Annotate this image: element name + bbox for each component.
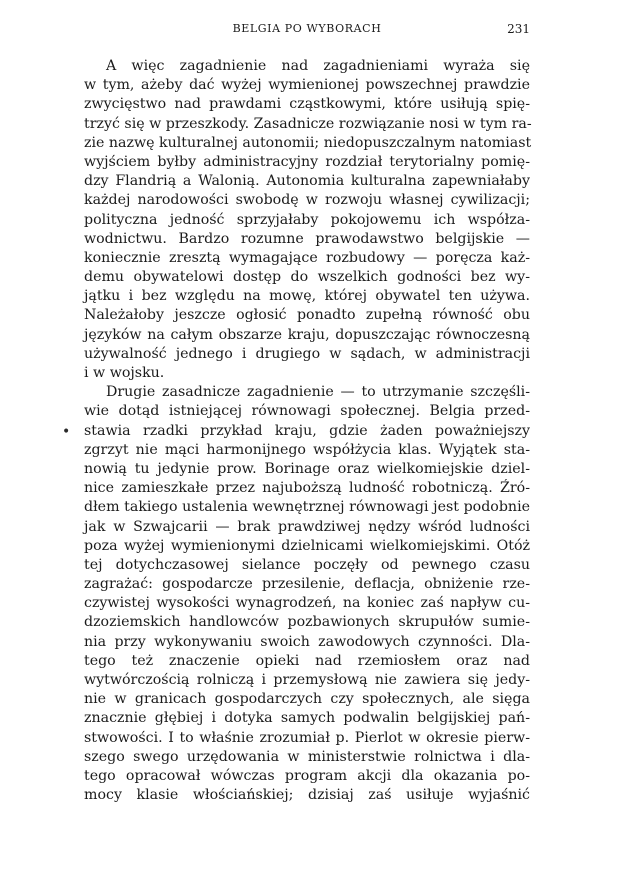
text-line-content: stawia rzadki przykład kraju, gdzie żaden poważniejszy: [84, 422, 530, 439]
text-line: koniecznie zresztą wymagające rozbudowy — poręcza każ-: [84, 249, 530, 266]
text-line: nice zamieszkałe przez najuboższą ludność robotniczą. Źró-: [84, 480, 530, 497]
running-title: BELGIA PO WYBORACH: [232, 22, 382, 35]
text-line: mocy klasie włościańskiej; dzisiaj zaś usiłuje wyjaśnić: [84, 787, 530, 804]
text-line: A więc zagadnienie nad zagadnieniami wyraża się: [106, 58, 530, 74]
text-line: wie dotąd istniejącej równowagi społecznej. Belgia przed-: [84, 403, 530, 420]
text-line: szego swego urzędowania w ministerstwie rolnictwa i dla-: [84, 748, 530, 765]
text-line: tego opracował wówczas program akcji dla okazania po-: [84, 767, 530, 784]
text-line: tego też znaczenie opieki nad rzemiosłem oraz nad: [84, 652, 530, 669]
text-line: i w wojsku.: [84, 365, 165, 381]
text-line: nie w granicach gospodarczych czy społecznych, ale sięga: [84, 691, 530, 708]
text-line: używalność jednego i drugiego w sądach, w administracji: [84, 345, 530, 362]
text-line: nowią tu jedynie prow. Borinage oraz wielkomiejskie dziel-: [84, 460, 530, 477]
text-line: dzoziemskich handlowców pozbawionych skrupułów sumie-: [84, 614, 530, 631]
text-line: każdej narodowości swobodę w rozwoju własnej cywilizacji;: [84, 192, 530, 209]
text-line: w tym, ażeby dać wyżej wymienionej powszechnej prawdzie: [84, 77, 530, 94]
text-line: [62, 422, 530, 441]
text-line: wyjściem byłby administracyjny rozdział terytorialny pomię-: [84, 153, 530, 170]
text-line: nia przy wykonywaniu swoich zawodowych czynności. Dla-: [84, 633, 530, 650]
text-line: trzyć się w przeszkody. Zasadnicze rozwiązanie nosi w tym ra-: [84, 115, 532, 132]
text-line: dzy Flandrią a Walonią. Autonomia kulturalna zapewniałaby: [84, 173, 530, 190]
text-line: stwowości. I to właśnie zrozumiał p. Pierlot w okresie pierw-: [84, 729, 530, 746]
text-line: dłem takiego ustalenia wewnętrznej równowagi jest podobnie: [84, 499, 530, 516]
text-line: tej dotychczasowej sielance poczęły od pewnego czasu: [84, 556, 530, 573]
text-line: wodnictwu. Bardzo rozumne prawodawstwo belgijskie —: [84, 230, 530, 247]
text-line: jak w Szwajcarii — brak prawdziwej nędzy wśród ludności: [84, 518, 530, 535]
text-line: polityczna jedność sprzyjałaby pokojowemu ich współza-: [84, 211, 530, 228]
text-line: jątku i bez względu na mowę, której obywatel ten używa.: [84, 288, 530, 305]
text-line: znacznie głębiej i dotyka samych podwalin belgijskiej pań-: [84, 710, 530, 727]
text-line: zie nazwę kulturalnej autonomii; niedopuszczalnym natomiast: [84, 134, 532, 151]
text-line: wytwórczością rolniczą i przemysłową nie zawiera się jedy-: [84, 672, 530, 688]
running-head: [84, 22, 530, 38]
text-line: poza wyżej wymienionymi dzielnicami wielkomiejskimi. Otóż: [84, 537, 530, 554]
page-number: 231: [507, 22, 530, 36]
body-text: [62, 57, 532, 805]
margin-mark: •: [62, 423, 71, 440]
text-line: demu obywatelowi dostęp do wszelkich godności bez wy-: [84, 269, 530, 286]
text-line: zagrażać: gospodarcze przesilenie, deflacja, obniżenie rze-: [84, 576, 530, 593]
text-line: czywistej wysokości wynagrodzeń, na koniec zaś napływ cu-: [84, 595, 530, 612]
text-line: języków na całym obszarze kraju, dopuszczając równoczesną: [84, 326, 530, 343]
text-line: Należałoby jeszcze ogłosić ponadto zupełną równość obu: [84, 307, 530, 324]
text-line: zgrzyt nie mąci harmonijnego współżycia klas. Wyjątek sta-: [84, 441, 530, 458]
text-line: Drugie zasadnicze zagadnienie — to utrzymanie szczęśli-: [106, 384, 530, 401]
text-line: zwycięstwo nad prawdami cząstkowymi, które usiłują spię-: [84, 96, 530, 113]
